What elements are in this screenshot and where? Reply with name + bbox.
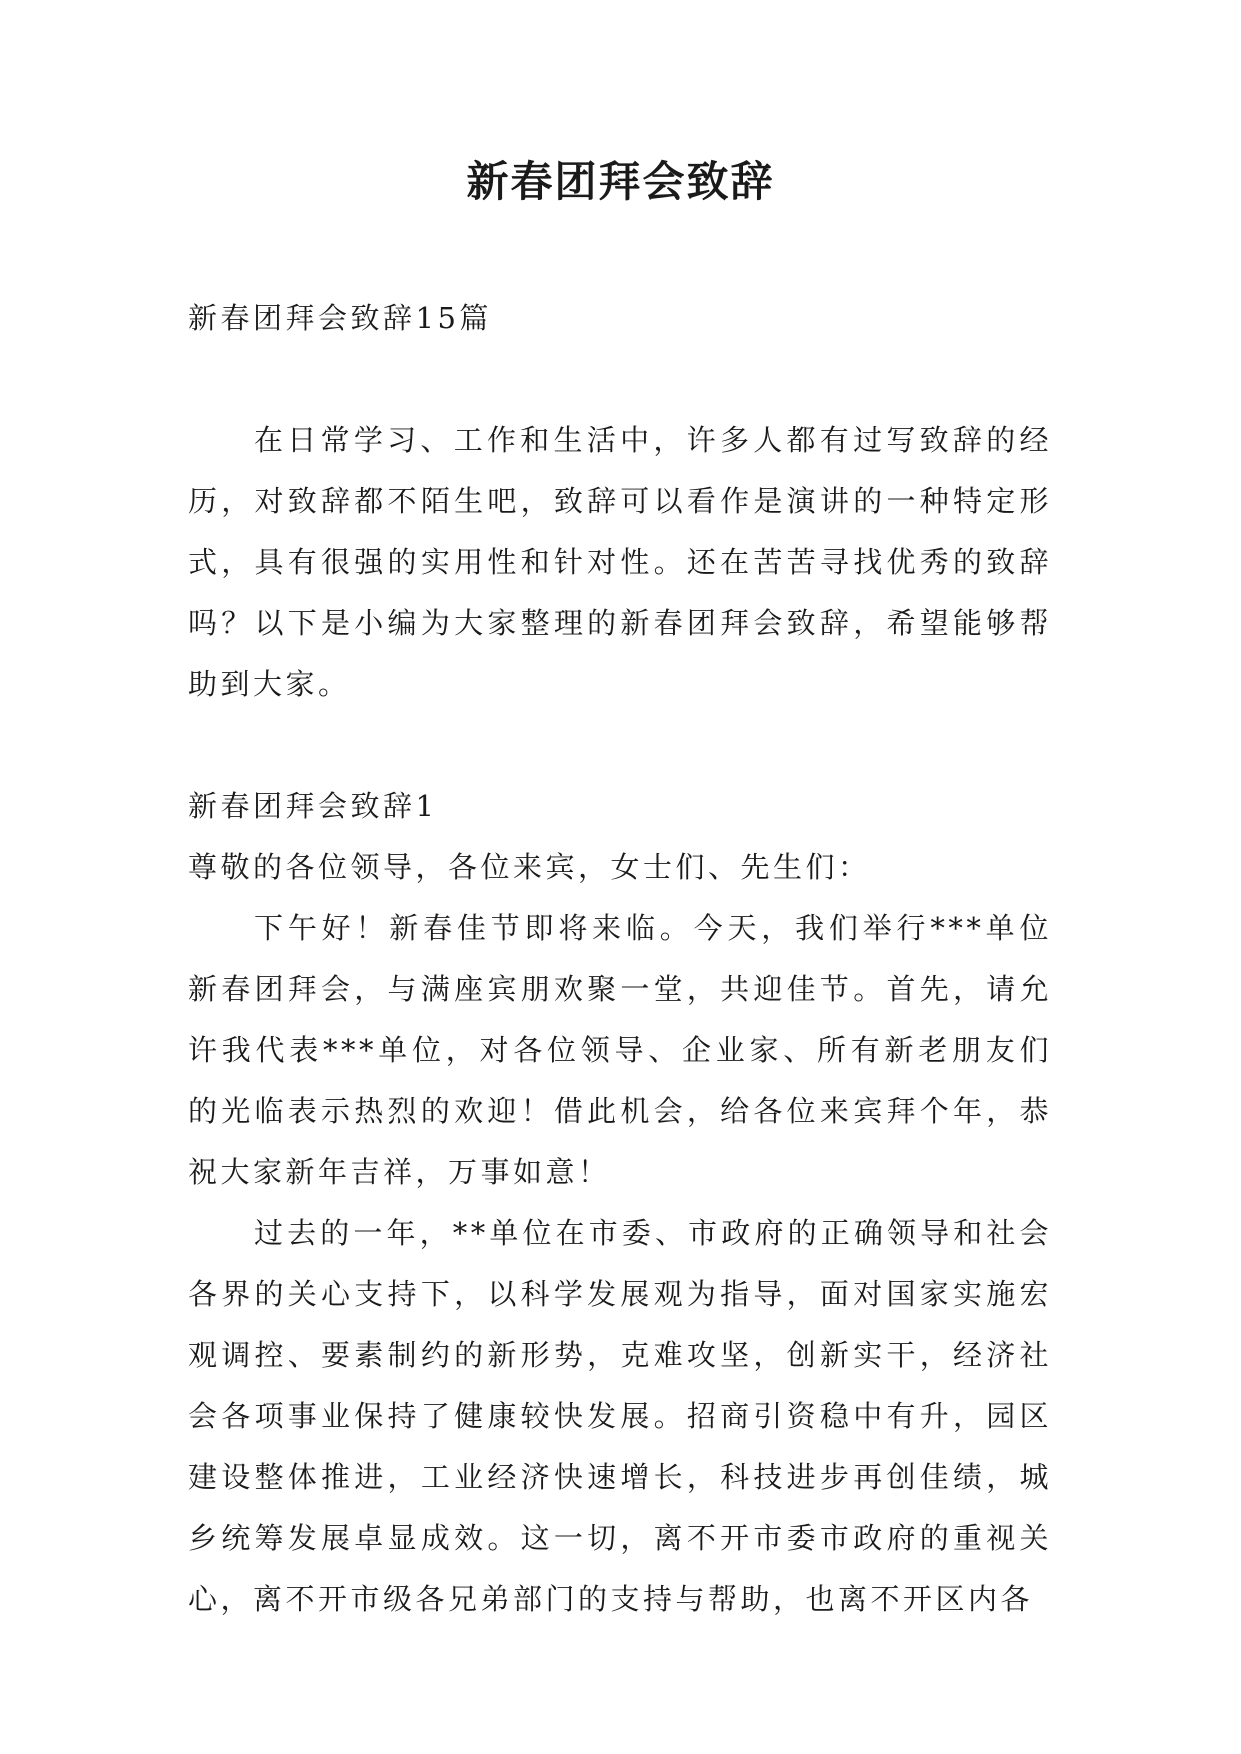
document-body	[188, 288, 1052, 1630]
salutation: 尊敬的各位领导，各位来宾，女士们、先生们：	[188, 850, 871, 884]
document-title: 新春团拜会致辞	[466, 157, 775, 206]
body-paragraph-1: 下午好！新春佳节即将来临。今天，我们举行***单位新春团拜会，与满座宾朋欢聚一堂，共迎佳节。首先，请允许我代表***单位，对各位领导、企业家、所有新老朋友们的光临表示热烈的欢迎！借此机会，给各位来宾拜个年，恭祝大家新年吉祥，万事如意！	[188, 911, 1052, 1189]
intro-paragraph: 在日常学习、工作和生活中，许多人都有过写致辞的经历，对致辞都不陌生吧，致辞可以看作是演讲的一种特定形式，具有很强的实用性和针对性。还在苦苦寻找优秀的致辞吗？以下是小编为大家整理的新春团拜会致辞，希望能够帮助到大家。	[188, 423, 1052, 701]
document-subtitle: 新春团拜会致辞15篇	[188, 301, 492, 335]
section-heading: 新春团拜会致辞1	[188, 789, 438, 823]
body-paragraph-2: 过去的一年，**单位在市委、市政府的正确领导和社会各界的关心支持下，以科学发展观为指导，面对国家实施宏观调控、要素制约的新形势，克难攻坚，创新实干，经济社会各项事业保持了健康较快发展。招商引资稳中有升，园区建设整体推进，工业经济快速增长，科技进步再创佳绩，城乡统筹发展卓显成效。这一切，离不开市委市政府的重视关心，离不开市级各兄弟部门的支持与帮助，也离不开区内各	[188, 1216, 1052, 1616]
